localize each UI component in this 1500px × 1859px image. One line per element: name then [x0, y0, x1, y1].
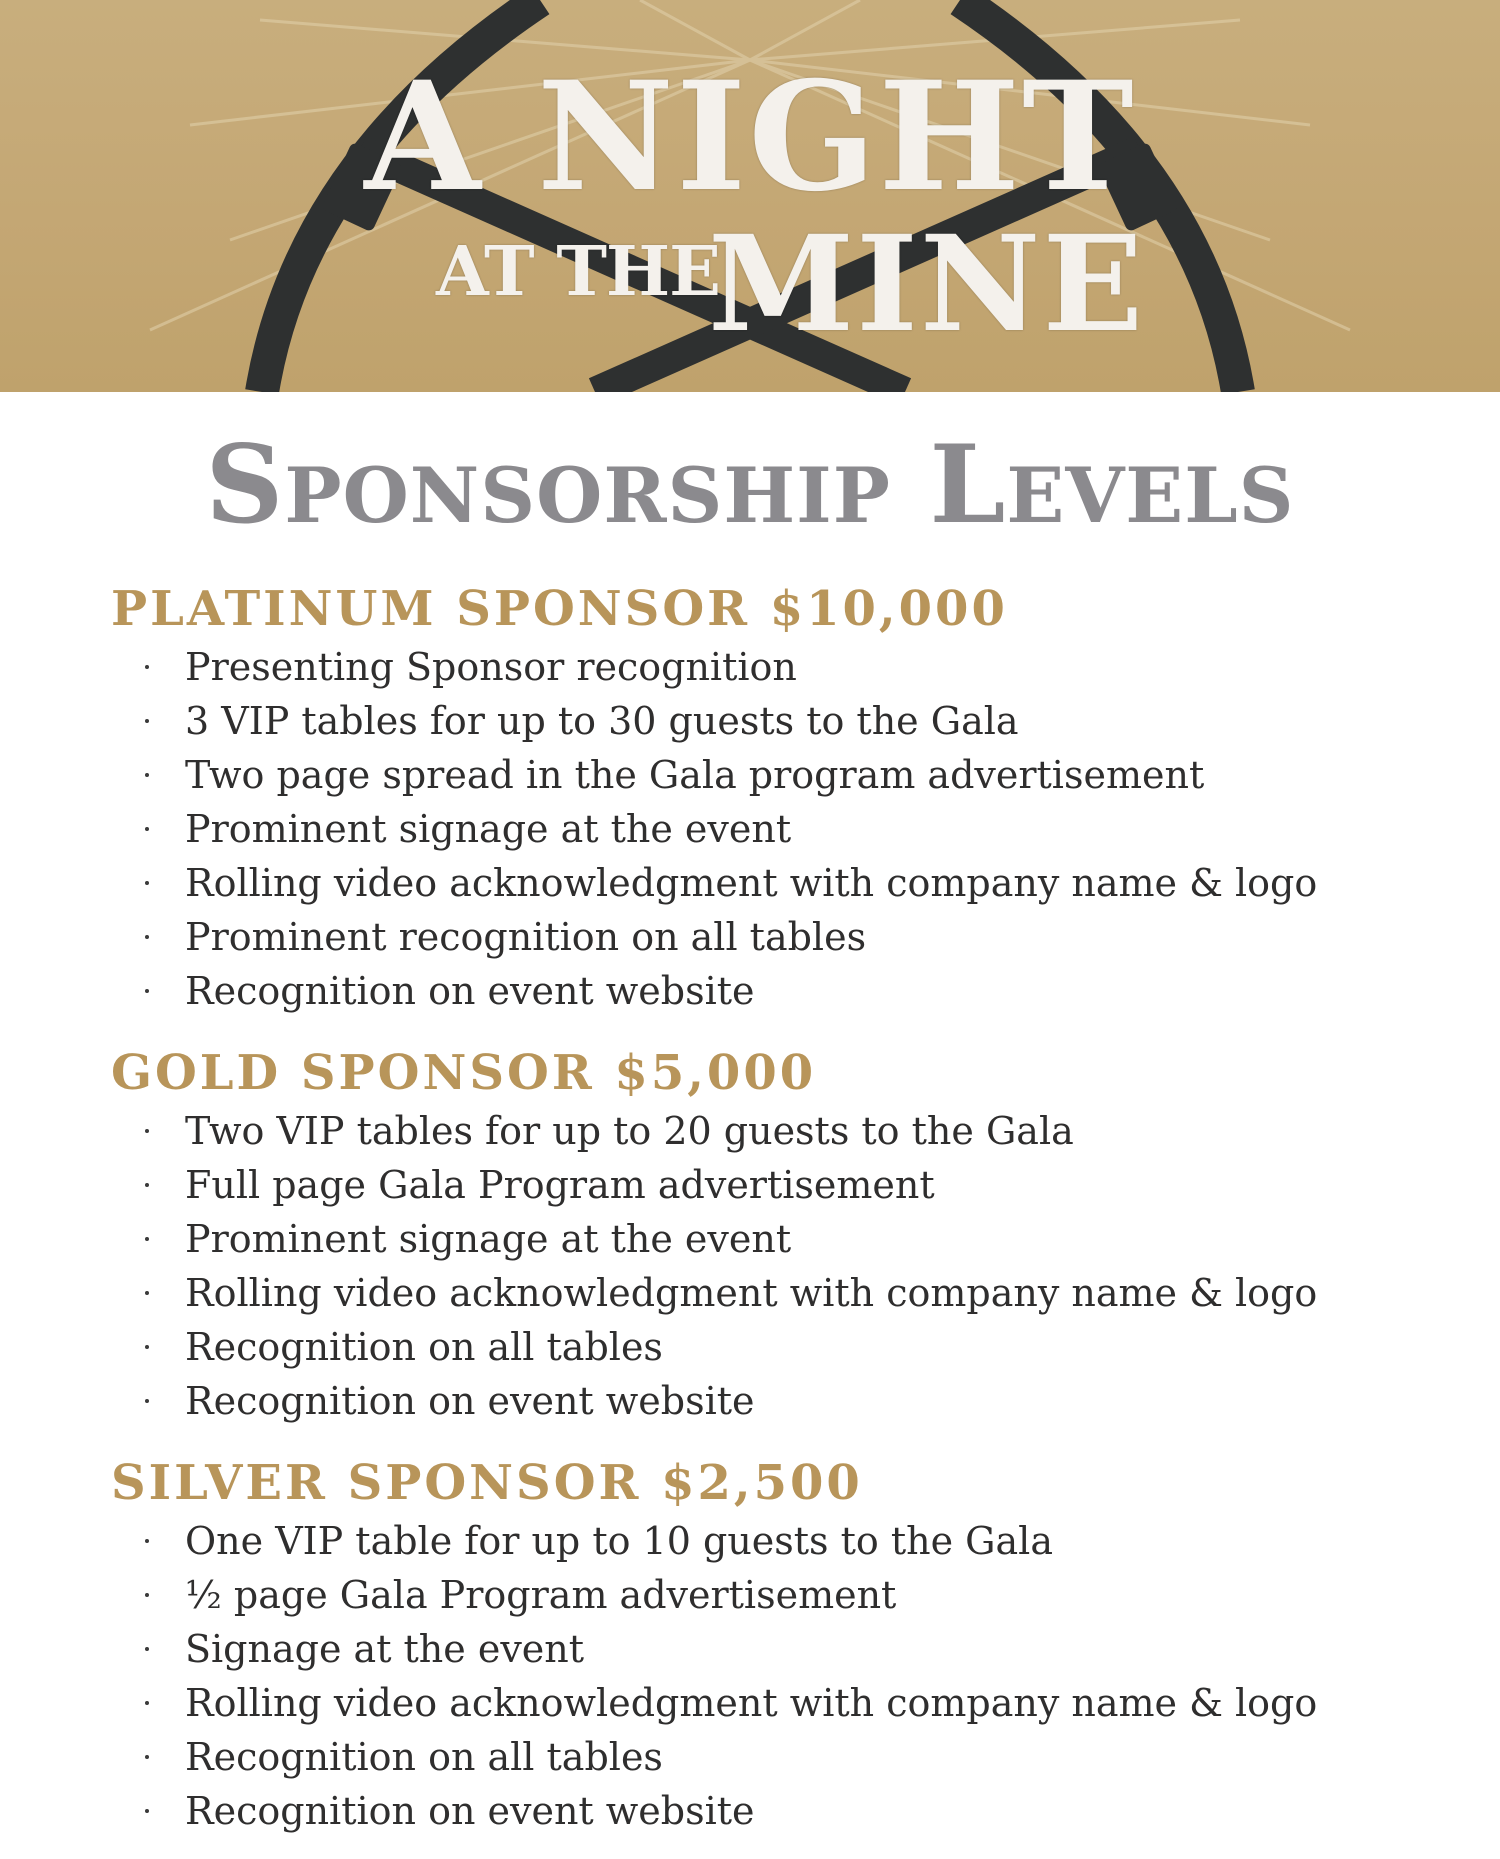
benefit-text: Full page Gala Program advertisement: [185, 1163, 935, 1207]
benefit-text: Prominent recognition on all tables: [185, 915, 867, 959]
bullet-icon: [145, 1291, 149, 1295]
bullet-icon: [145, 719, 149, 723]
level-title: SILVER SPONSOR $2,500: [111, 1455, 863, 1511]
bullet-icon: [145, 989, 149, 993]
benefit-item: [111, 1158, 1411, 1212]
benefit-item: [111, 910, 1411, 964]
benefit-text: Recognition on event website: [185, 969, 755, 1013]
bullet-icon: [145, 1183, 149, 1187]
level-title: PLATINUM SPONSOR $10,000: [111, 581, 1008, 637]
title-line-2: AT THE: [436, 232, 720, 312]
benefit-item: [111, 964, 1411, 1018]
bullet-icon: [145, 1539, 149, 1543]
bullet-icon: [145, 1593, 149, 1597]
benefit-item: [111, 1568, 1411, 1622]
benefit-text: Recognition on all tables: [185, 1735, 663, 1779]
benefit-text: Two VIP tables for up to 20 guests to the Gala: [185, 1109, 1074, 1153]
benefit-text: One VIP table for up to 10 guests to the Gala: [185, 1519, 1053, 1563]
benefit-item: [111, 856, 1411, 910]
title-line-3: MINE: [708, 207, 1146, 362]
benefit-text: Recognition on event website: [185, 1789, 755, 1833]
benefit-item: [111, 694, 1411, 748]
benefit-item: [111, 1374, 1411, 1428]
benefit-text: ½ page Gala Program advertisement: [185, 1573, 897, 1617]
bullet-icon: [145, 1345, 149, 1349]
benefit-text: Signage at the event: [185, 1627, 585, 1671]
benefit-text: Presenting Sponsor recognition: [185, 645, 797, 689]
bullet-icon: [145, 1701, 149, 1705]
benefit-list: [111, 640, 1411, 1018]
benefit-text: Prominent signage at the event: [185, 1217, 792, 1261]
level-title: GOLD SPONSOR $5,000: [111, 1045, 817, 1101]
benefit-item: [111, 1514, 1411, 1568]
benefit-item: [111, 1320, 1411, 1374]
benefit-text: Two page spread in the Gala program advertisement: [185, 753, 1205, 797]
benefit-text: Recognition on all tables: [185, 1325, 663, 1369]
benefit-item: [111, 1676, 1411, 1730]
bullet-icon: [145, 773, 149, 777]
bullet-icon: [145, 1399, 149, 1403]
benefit-item: [111, 640, 1411, 694]
benefit-text: Prominent signage at the event: [185, 807, 792, 851]
event-title: [0, 0, 1500, 392]
benefit-text: Rolling video acknowledgment with company name & logo: [185, 861, 1318, 905]
benefit-text: Rolling video acknowledgment with company name & logo: [185, 1271, 1318, 1315]
bullet-icon: [145, 1755, 149, 1759]
bullet-icon: [145, 1647, 149, 1651]
level-platinum: [111, 578, 1411, 1018]
benefit-item: [111, 1784, 1411, 1838]
benefit-item: [111, 1730, 1411, 1784]
benefit-text: Recognition on event website: [185, 1379, 755, 1423]
benefit-item: [111, 802, 1411, 856]
level-gold: [111, 1042, 1411, 1428]
bullet-icon: [145, 827, 149, 831]
bullet-icon: [145, 935, 149, 939]
bullet-icon: [145, 1809, 149, 1813]
benefit-item: [111, 1212, 1411, 1266]
level-silver: [111, 1452, 1411, 1838]
header-banner: [0, 0, 1500, 392]
benefit-item: [111, 1266, 1411, 1320]
benefit-text: 3 VIP tables for up to 30 guests to the Gala: [185, 699, 1019, 743]
title-line-1: A NIGHT: [364, 49, 1136, 225]
benefit-list: [111, 1514, 1411, 1838]
bullet-icon: [145, 665, 149, 669]
bullet-icon: [145, 1129, 149, 1133]
bullet-icon: [145, 881, 149, 885]
bullet-icon: [145, 1237, 149, 1241]
benefit-item: [111, 1104, 1411, 1158]
benefit-text: Rolling video acknowledgment with company name & logo: [185, 1681, 1318, 1725]
benefit-item: [111, 1622, 1411, 1676]
benefit-list: [111, 1104, 1411, 1428]
benefit-item: [111, 748, 1411, 802]
page-heading: Sponsorship Levels: [205, 422, 1295, 548]
